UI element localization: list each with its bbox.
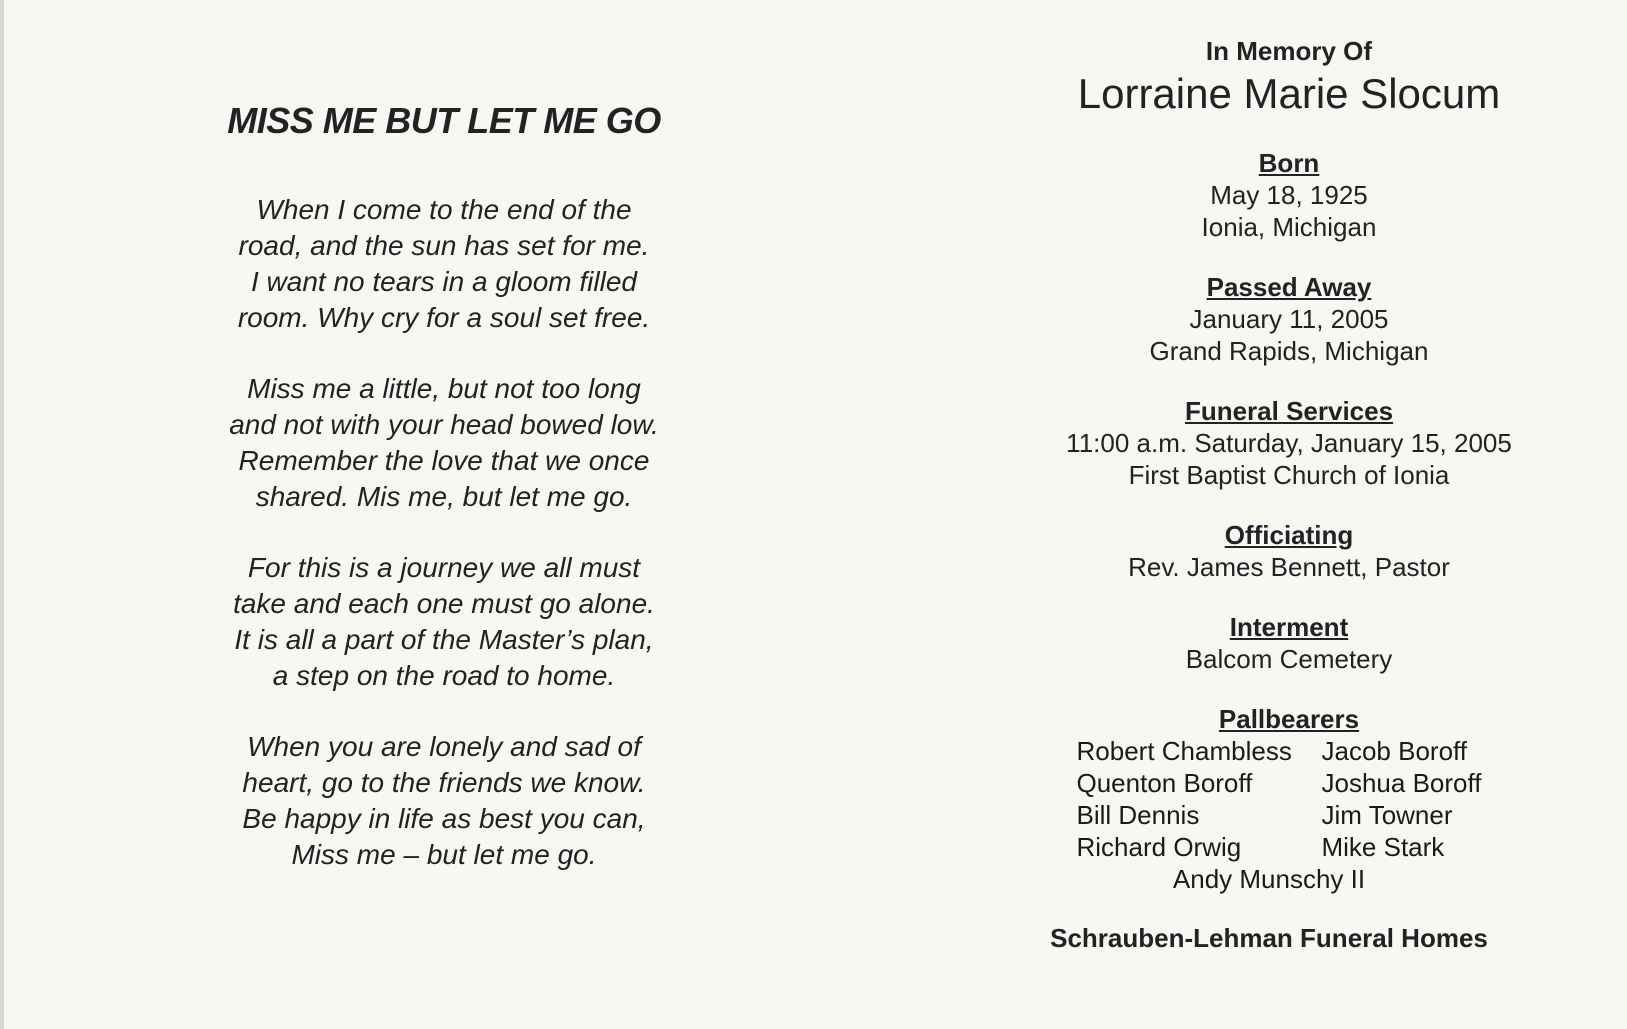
deceased-name: Lorraine Marie Slocum <box>1077 70 1501 117</box>
poem-stanza-4 <box>174 729 714 873</box>
poem-line: heart, go to the friends we know. <box>242 767 646 798</box>
poem-line: Miss me a little, but not too long <box>247 373 641 404</box>
pallbearer-name: Andy Munschy II <box>1172 864 1366 894</box>
pallbearer-name: Joshua Boroff <box>1321 768 1482 798</box>
passed-away-section <box>1024 271 1554 367</box>
poem-panel <box>174 100 714 908</box>
section-heading: Pallbearers <box>1218 704 1360 734</box>
pallbearers-list <box>1024 735 1554 863</box>
poem-line: Be happy in life as best you can, <box>242 803 646 834</box>
memory-label: In Memory Of <box>1205 36 1373 66</box>
pallbearer-name: Richard Orwig <box>1076 832 1242 862</box>
section-line: Balcom Cemetery <box>1185 644 1393 674</box>
poem-line: and not with your head bowed low. <box>229 409 659 440</box>
poem-line: For this is a journey we all must <box>247 552 641 583</box>
section-heading: Officiating <box>1224 520 1354 550</box>
poem-line: road, and the sun has set for me. <box>238 230 650 261</box>
poem-stanza-2 <box>174 371 714 515</box>
poem-line: Miss me – but let me go. <box>291 839 597 870</box>
poem-stanza-3 <box>174 550 714 694</box>
section-line: Ionia, Michigan <box>1201 212 1377 242</box>
pallbearer-name: Jim Towner <box>1321 800 1453 830</box>
poem-line: When I come to the end of the <box>256 194 632 225</box>
section-line: First Baptist Church of Ionia <box>1128 460 1450 490</box>
section-line: May 18, 1925 <box>1210 180 1368 210</box>
poem-line: shared. Mis me, but let me go. <box>255 481 633 512</box>
poem-line: Remember the love that we once <box>238 445 650 476</box>
section-heading: Interment <box>1229 612 1349 642</box>
pallbearer-name: Mike Stark <box>1321 832 1445 862</box>
section-line: Rev. James Bennett, Pastor <box>1128 552 1450 582</box>
pallbearer-name: Bill Dennis <box>1076 800 1200 830</box>
memorial-info-panel <box>1024 36 1554 954</box>
poem-line: room. Why cry for a soul set free. <box>237 302 651 333</box>
funeral-services-section <box>1024 395 1554 491</box>
section-line: January 11, 2005 <box>1189 304 1389 334</box>
poem-line: take and each one must go alone. <box>233 588 655 619</box>
poem-line: It is all a part of the Master’s plan, <box>234 624 654 655</box>
poem-title: MISS ME BUT LET ME GO <box>227 100 661 141</box>
funeral-home: Schrauben-Lehman Funeral Homes <box>1050 923 1488 953</box>
born-section <box>1024 147 1554 243</box>
section-heading: Funeral Services <box>1184 396 1394 426</box>
poem-line: a step on the road to home. <box>272 660 616 691</box>
poem-line: I want no tears in a gloom filled <box>251 266 637 297</box>
poem-line: When you are lonely and sad of <box>247 731 641 762</box>
pallbearer-name: Robert Chambless <box>1076 736 1292 766</box>
pallbearer-name: Jacob Boroff <box>1321 736 1468 766</box>
pallbearer-name: Quenton Boroff <box>1076 768 1253 798</box>
section-heading: Passed Away <box>1206 272 1372 302</box>
poem-stanza-1 <box>174 192 714 336</box>
section-line: Grand Rapids, Michigan <box>1149 336 1429 366</box>
officiating-section <box>1024 519 1554 583</box>
section-heading: Born <box>1258 148 1320 178</box>
section-line: 11:00 a.m. Saturday, January 15, 2005 <box>1066 428 1512 458</box>
interment-section <box>1024 611 1554 675</box>
pallbearers-section <box>1024 703 1554 895</box>
